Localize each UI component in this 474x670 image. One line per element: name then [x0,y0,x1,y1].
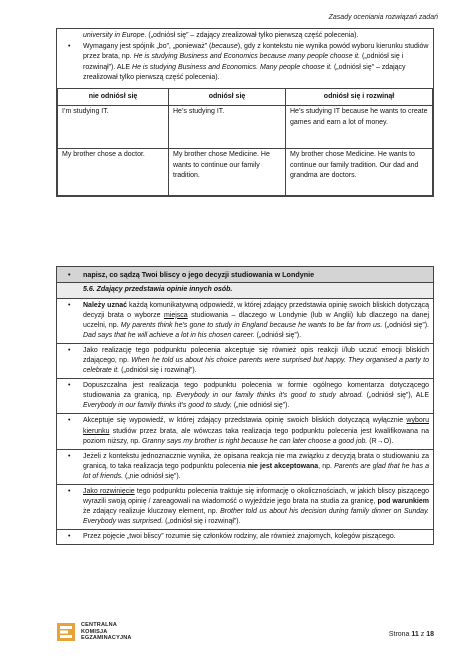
table-header-row [58,88,433,106]
bold-text: Należy uznać [83,301,128,309]
example-text: When he told us about his choice parents were surprised but happy. They organised a party to celebrate it. [83,356,429,375]
paragraph-text: („odniósł się”), ALE [363,392,429,400]
underlined-text: wyboru kierunku [83,417,429,435]
paragraph-text: (R→O). [367,437,394,445]
logo-line: CENTRALNA [81,622,118,629]
page-total: 18 [426,631,434,638]
column-header: odniósł się i rozwinął [286,88,433,106]
column-header: nie odniósł się [58,88,169,106]
bold-text: pod warunkiem [377,498,429,506]
bullet-icon: • [68,382,71,390]
table-cell: I’m studying IT. [58,106,169,149]
column-header: odniósł się [169,88,286,106]
page-prefix: Strona [388,631,412,638]
continued-paragraph [57,29,433,42]
example-text: He is studying Business and Economics. Many people choose it. [132,63,333,71]
section-label: 5.6. Zdający przedstawia opinie innych osób. [57,283,433,299]
paragraph-text: , np. [318,462,335,470]
paragraph-text: każdą komunikatywną odpowiedź, w której zdający przedstawia opinię swoich bliskich dotyczącą decyzji brata o wyborze [83,301,429,319]
example-text: university in Europe [83,32,145,39]
table-row [58,106,433,149]
paragraph-text: studiów przez brata, ale wówczas taka realizacja tego podpunktu polecenia jest kwalifikowana na poziom niższy, np. [83,427,429,445]
paragraph-text: („odniósł się i rozwinął”). [119,367,197,375]
paragraph-text: („odniósł się i rozwinął”). [163,518,241,526]
criterion-item [57,378,433,413]
example-text: Brother told us about his decision during family dinner on Sunday. Everybody was surprised. [83,508,429,526]
paragraph-text: że zdający realizuje kluczowy element, np. [83,508,221,516]
example-text: Parents are glad that he has a lot of friends. [83,462,429,480]
criterion-item [57,449,433,484]
criterion-item [57,529,433,544]
paragraph-text: („nie odniósł się”). [231,402,290,410]
bold-text: nie jest akceptowana [247,462,319,470]
page-number [389,631,434,638]
paragraph-text: . („odniósł się” – zdający zrealizował tylko pierwszą część polecenia). [144,32,359,39]
table-cell: My brother chose Medicine. He wants to continue our family tradition. Our dad and grandma are doctors. [286,149,433,196]
table-cell: My brother chose a doctor. [58,149,169,196]
criterion-item [57,484,433,529]
example-text: Dad says that he will achieve a lot in his chosen career. [83,331,255,339]
bullet-icon: • [68,488,71,495]
underlined-text: Jako rozwinięcie [83,488,135,495]
paragraph-text: („odniósł się”). [382,321,429,329]
paragraph-text: Wymagany jest spójnik „bo”, „ponieważ” ( [83,42,212,50]
examples-table [57,88,433,197]
criterion-item [57,299,433,343]
paragraph-text: ), gdy z kontekstu nie wynika powód wyboru kierunku studiów przez brata, np. [83,42,429,60]
bullet-icon: • [68,301,71,309]
example-text: Everybody in our family thinks it’s good to study abroad. [176,392,364,400]
criteria-box-opinions [56,266,434,545]
underlined-text: miejsca [163,311,188,319]
example-text: because [211,42,238,50]
example-text: Granny says my brother is right because he can later choose a good job. [142,437,368,445]
paragraph-text: Akceptuje się wypowiedź, w której zdający przedstawia opinię swoich bliskich dotyczącą wyłącznie [83,417,407,425]
bullet-conjunction-rule [57,42,433,84]
task-title [57,267,433,282]
table-row [58,149,433,196]
example-text: Everybody in our family thinks it’s good to study. [83,402,232,410]
bullet-icon: • [68,270,71,279]
example-text: He is studying Business and Economics because many people choose it. [133,53,361,60]
criteria-box-continued [56,28,434,197]
criterion-item [57,343,433,378]
paragraph-text: Dopuszczalna jest realizacja tego podpunktu polecenia w formie ogólnego komentarza dotyczącego studiowania za granicą, np. [83,382,429,400]
cke-logo [56,622,132,642]
running-header: Zasady oceniania rozwiązań zadań [328,14,438,21]
paragraph-text: („odniósł się i rozwinął”). ALE [83,53,404,71]
paragraph-text: („odniósł się” – zdający zrealizował tylko pierwszą część polecenia). [83,63,406,81]
logo-line: EGZAMINACYJNA [81,635,132,642]
bullet-icon: • [68,42,71,50]
paragraph-text: („nie odniósł się”). [123,472,181,480]
task-title-bar [57,267,433,283]
paragraph-text: tego podpunktu polecenia traktuje się informację o okolicznościach, w jakich bliscy piszącego wyrazili swoją opinię / zareagowali na wiadomość o wyjeździe jego brata na studia za granicę, [83,488,429,506]
table-cell: My brother chose Medicine. He wants to continue our family tradition. [169,149,286,196]
bullet-icon: • [68,452,71,460]
criterion-item [57,413,433,448]
page-current: 11 [411,631,419,638]
logo-line: KOMISJA [81,628,108,635]
paragraph-text: („odniósł się”). [254,331,302,339]
task-title-text: napisz, co sądzą Twoi bliscy o jego decyzji studiowania w Londynie [83,270,315,279]
cke-logo-text [81,622,132,642]
paragraph-text: Jako realizację tego podpunktu polecenia akceptuje się również opis reakcji i/lub uczuć emocji bliskich zdającego, np. [83,346,429,364]
bullet-icon: • [68,533,71,541]
paragraph-text: Przez pojęcie „twoi bliscy” rozumie się członków rodziny, ale również znajomych, kolegów piszącego. [83,533,396,541]
paragraph-text: studiowania – dlaczego w Londynie (lub w Anglii) lub dlaczego na danej uczelni, np. [83,311,429,329]
cke-logo-icon [56,622,76,642]
example-text: My parents think he’s gone to study in England because he wants to be far from us. [120,321,383,329]
page-separator: z [418,631,427,638]
bullet-icon: • [68,346,71,354]
table-cell: He’s studying IT. [169,106,286,149]
table-cell: He’s studying IT because he wants to create games and earn a lot of money. [286,106,433,149]
bullet-icon: • [68,417,71,425]
paragraph-text: Jeżeli z kontekstu jednoznacznie wynika, że opisana reakcja nie ma związku z decyzją brata o studiowaniu za granicą, to taka realizacja tego podpunktu polecenia [83,452,429,470]
